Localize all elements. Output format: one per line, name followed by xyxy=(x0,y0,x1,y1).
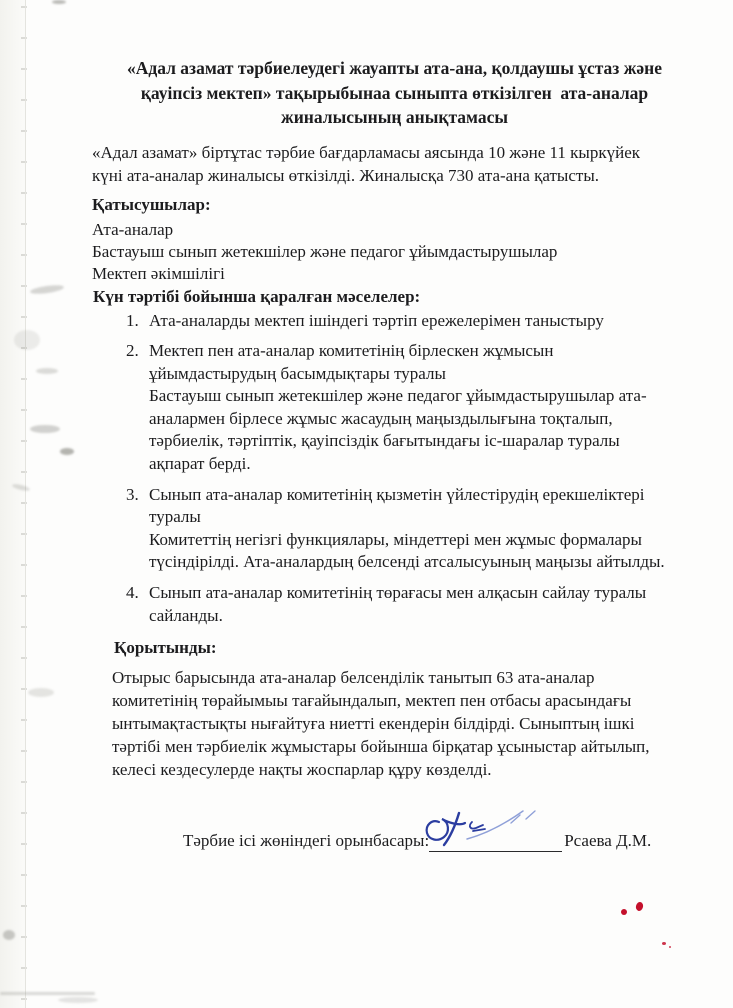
paragraph-line: күні ата-аналар жиналысы өткізілді. Жиналысқа 730 ата-ана қатысты. xyxy=(92,165,599,185)
scan-smudge xyxy=(28,688,54,697)
agenda-item-text xyxy=(149,310,703,333)
scan-smudge xyxy=(30,284,65,296)
signature-underline xyxy=(429,828,562,852)
paper-edge-perforation-marks xyxy=(21,6,27,1008)
signature-name: Рсаева Д.М. xyxy=(564,831,652,851)
participants-heading: Қатысушылар: xyxy=(92,194,211,214)
agenda-item-line: ақпарат берді. xyxy=(149,454,251,474)
agenda-item-number: 2. xyxy=(126,341,139,361)
paragraph-line: ынтымақтастықты нығайтуға ниетті екендерін білдірді. Сыныптың ішкі xyxy=(112,714,635,734)
agenda-item-line: аналармен бірлесе жұмыс жасаудың маңыздылығына тоқталып, xyxy=(149,408,613,428)
agenda-item-number: 4. xyxy=(126,583,139,603)
paragraph-line: Отырыс барысында ата-аналар белсенділік танытып 63 ата-аналар xyxy=(112,668,595,688)
scan-smudge xyxy=(14,330,40,350)
agenda-item-number: 1. xyxy=(126,310,139,330)
agenda-item-line: Сынып ата-аналар комитетінің қызметін үйлестірудің ерекшеліктері xyxy=(149,484,645,504)
scan-smudge xyxy=(60,448,74,455)
paragraph-line: «Адал азамат» біртұтас тәрбие бағдарламасы аясында 10 және 11 кыркүйек xyxy=(92,142,641,162)
participant-item: Мектеп әкімшілігі xyxy=(92,263,225,283)
agenda-item-line: Сынып ата-аналар комитетінің төрағасы мен алқасын сайлау туралы xyxy=(149,583,647,603)
agenda-item-text xyxy=(149,340,703,476)
paragraph-line: келесі кездесулерде нақты жоспарлар құру көзделді. xyxy=(112,760,492,780)
agenda-item-line: түсіндірілді. Ата-аналардың белсенді атсалысуының маңызы айтылды. xyxy=(149,552,665,572)
signature-row xyxy=(183,828,733,852)
document-title xyxy=(118,56,671,130)
title-line: қауіпсіз мектеп» тақырыбынаа сыныпта өткізілген ата-аналар xyxy=(140,82,649,103)
participant-item: Ата-аналар xyxy=(92,219,174,239)
agenda-item-line: ұйымдастырудың басымдықтары туралы xyxy=(149,363,446,383)
agenda-item xyxy=(126,484,703,574)
agenda-item xyxy=(126,582,703,627)
intro-paragraph xyxy=(92,141,693,187)
agenda-item-line: Мектеп пен ата-аналар комитетінің бірлескен жұмысын xyxy=(149,341,554,361)
scan-smudge xyxy=(52,0,66,4)
agenda-heading: Күн тәртібі бойынша қаралған мәселелер: xyxy=(93,286,421,306)
agenda-item-line: Бастауыш сынып жетекшілер және педагог ұйымдастырушылар ата- xyxy=(149,386,647,406)
red-ink-mark xyxy=(669,946,671,948)
participants-list xyxy=(92,219,733,285)
agenda-item xyxy=(126,310,703,333)
paragraph-line: тәртібі мен тәрбиелік жұмыстары бойынша бірқатар ұсыныстар айтылып, xyxy=(112,737,650,757)
title-line: жиналысының анықтамасы xyxy=(281,107,508,127)
handwritten-signature-ink xyxy=(423,807,573,855)
agenda-item-line: сайланды. xyxy=(149,605,223,625)
red-ink-mark xyxy=(621,909,627,915)
scan-smudge xyxy=(36,368,58,374)
agenda-item xyxy=(126,340,703,476)
agenda-item-line: тәрбиелік, тәртіптік, қауіпсіздік бағытындағы іс-шаралар туралы xyxy=(149,431,620,451)
signature-label: Тәрбие ісі жөніндегі орынбасары: xyxy=(183,831,430,851)
participant-item: Бастауыш сынып жетекшілер және педагог ұйымдастырушылар xyxy=(92,241,558,261)
scan-smudge xyxy=(58,997,98,1003)
agenda-item-line: Комитеттің негізгі функциялары, міндеттері мен жұмыс формалары xyxy=(149,529,642,549)
red-ink-mark xyxy=(635,901,644,912)
agenda-item-text xyxy=(149,582,703,627)
scan-smudge xyxy=(0,992,95,995)
agenda-list xyxy=(0,310,733,628)
paper-edge-line xyxy=(25,0,26,1008)
scan-smudge xyxy=(3,930,15,940)
agenda-item-line: туралы xyxy=(149,507,201,527)
agenda-item-text xyxy=(149,484,703,574)
paragraph-line: комитетінің төрайымыы тағайындалып, мектеп пен отбасы арасындағы xyxy=(112,691,632,711)
scan-smudge xyxy=(30,425,60,433)
title-line: «Адал азамат тәрбиелеудегі жауапты ата-ана, қолдаушы ұстаз және xyxy=(126,58,663,78)
conclusion-paragraph xyxy=(112,666,713,781)
agenda-item-line: Ата-аналарды мектеп ішіндегі тәртіп ережелерімен таныстыру xyxy=(149,310,604,330)
agenda-item-number: 3. xyxy=(126,484,139,504)
red-ink-mark xyxy=(662,942,666,945)
conclusion-heading: Қорытынды: xyxy=(114,638,217,658)
